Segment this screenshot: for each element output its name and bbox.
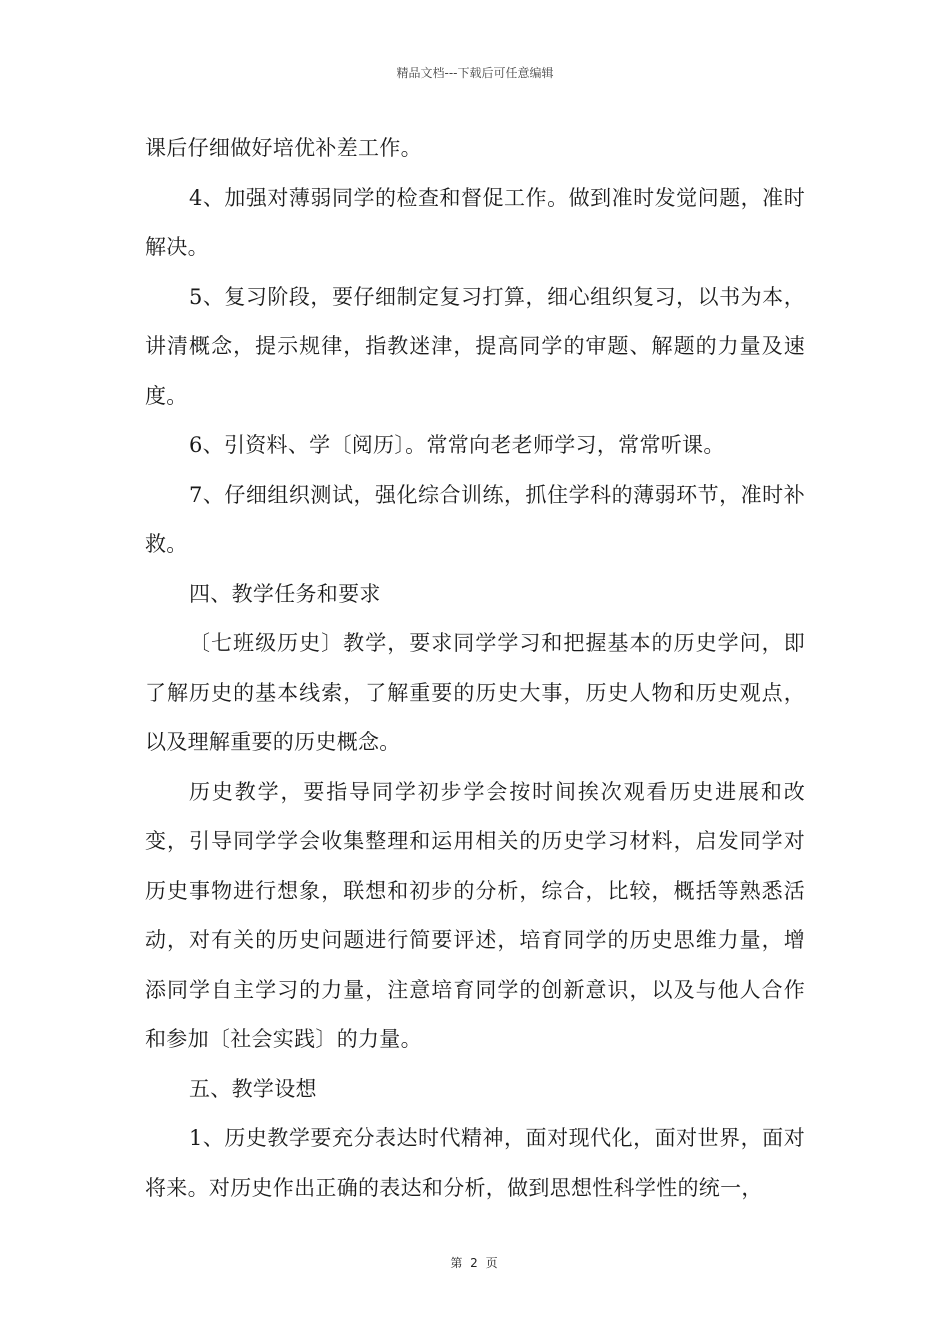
page-header: 精品文档---下载后可任意编辑 <box>396 66 554 80</box>
section-heading: 四、教学任务和要求 <box>189 581 381 606</box>
paragraph: 历史教学，要指导同学初步学会按时间挨次观看历史进展和改变，引导同学学会收集整理和运用相关的历史学习材料，启发同学对历史事物进行想象，联想和初步的分析，综合，比较，概括等熟悉活动，对有关的历史问题进行简要评述，培育同学的历史思维力量，增添同学自主学习的力量，注意培育同学的创新意识，以及与他人合作和参加〔社会实践〕的力量。 <box>145 779 805 1051</box>
paragraph: 7、仔细组织测试，强化综合训练，抓住学科的薄弱环节，准时补救。 <box>145 482 805 556</box>
paragraph: 6、引资料、学〔阅历〕。常常向老老师学习，常常听课。 <box>189 433 725 457</box>
paragraph: 课后仔细做好培优补差工作。 <box>145 136 422 160</box>
paragraph: 1、历史教学要充分表达时代精神，面对现代化，面对世界，面对将来。对历史作出正确的表达和分析，做到思想性科学性的统一， <box>145 1126 805 1200</box>
page-number: 第 2 页 <box>450 1256 500 1270</box>
section-heading: 五、教学设想 <box>189 1076 317 1101</box>
paragraph: 〔七班级历史〕教学，要求同学学习和把握基本的历史学问，即了解历史的基本线索，了解重要的历史大事，历史人物和历史观点，以及理解重要的历史概念。 <box>145 631 805 754</box>
paragraph: 4、加强对薄弱同学的检查和督促工作。做到准时发觉问题，准时解决。 <box>145 185 805 259</box>
paragraph: 5、复习阶段，要仔细制定复习打算，细心组织复习，以书为本，讲清概念，提示规律，指教迷津，提高同学的审题、解题的力量及速度。 <box>145 284 805 408</box>
document-body <box>145 124 805 1213</box>
